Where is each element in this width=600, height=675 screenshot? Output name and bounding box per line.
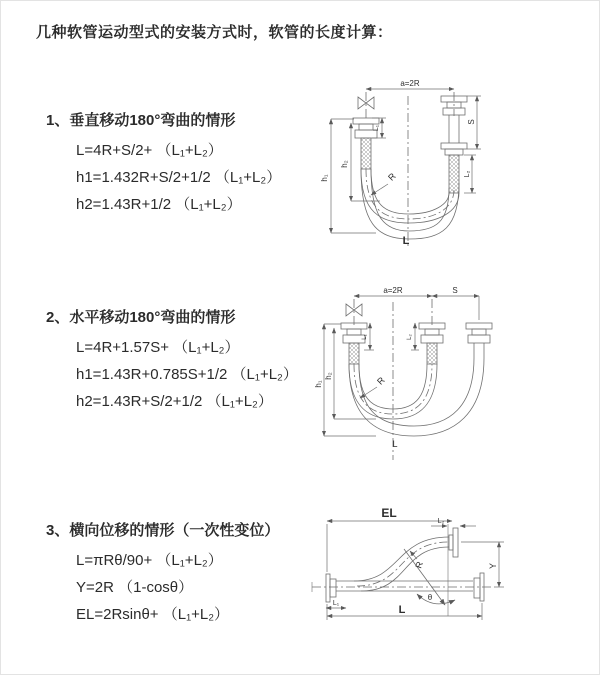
diagram-lateral-displacement: [299, 504, 596, 649]
d2-middle-fitting: [419, 323, 445, 364]
section-vertical-movement: [46, 109, 281, 218]
formula-s3-Y: Y=2R （1-cosθ）: [76, 579, 194, 596]
formula-s2-h2: h2=1.43R+S/2+1/2 （L₁+L₂）: [76, 393, 273, 410]
d2-dimensions: [324, 296, 479, 436]
diagram-vertical-180-bend: [314, 76, 591, 256]
d3-y-label: Y: [488, 562, 498, 570]
formula-s2-h1: h1=1.43R+0.785S+1/2 （L₁+L₂）: [76, 366, 298, 383]
formula-s3-L: L=πRθ/90+ （L₁+L₂）: [76, 552, 223, 569]
d2-h2-label: h₂: [324, 372, 333, 380]
d3-angle-arc: [417, 594, 455, 604]
d3-displaced-hose: [354, 537, 449, 591]
section-lateral-displacement: [46, 519, 279, 628]
d2-right-fitting: [466, 323, 492, 358]
d1-r-label: R: [386, 171, 398, 183]
d1-h2-label: h₂: [340, 160, 349, 168]
d2-span-label: a=2R: [383, 286, 403, 295]
formula-s2-L: L=4R+1.57S+ （L₁+L₂）: [76, 339, 240, 356]
formula-s1-L: L=4R+S/2+ （L₁+L₂）: [76, 142, 223, 159]
d1-hose-arcs: [361, 169, 459, 239]
d3-theta-label: θ: [427, 593, 433, 602]
formula-s3-EL: EL=2Rsinθ+ （L₁+L₂）: [76, 606, 230, 623]
d1-l-label: L: [402, 235, 410, 247]
d3-labels: [333, 506, 498, 616]
d3-r-label: R: [413, 560, 425, 570]
d2-labels: [314, 286, 458, 449]
d3-original-hose: [336, 581, 473, 591]
d2-s-label: S: [452, 286, 458, 295]
d3-dimensions: [326, 521, 504, 620]
diagram-horizontal-180-bend: [314, 284, 591, 469]
section-2-heading: 2、水平移动180°弯曲的情形: [46, 309, 236, 326]
d2-left-fitting: [341, 323, 367, 364]
d2-h1-label: h₁: [314, 380, 323, 388]
d3-l1-label: L₁: [332, 600, 340, 607]
formula-s1-h1: h1=1.432R+S/2+1/2 （L₁+L₂）: [76, 169, 282, 186]
d2-r-label: R: [375, 375, 387, 387]
d1-l2-label: L₂: [464, 170, 471, 178]
d2-l-label: L: [392, 439, 398, 449]
d1-h1-label: h₁: [320, 174, 329, 182]
d3-el-label: EL: [381, 506, 397, 520]
d1-s-label: S: [467, 119, 476, 125]
section-1-heading: 1、垂直移动180°弯曲的情形: [46, 112, 236, 129]
d2-hose-arcs: [349, 358, 484, 436]
d3-l-label: L: [398, 604, 406, 616]
d1-l1-label: L₁: [373, 124, 380, 132]
d3-left-flange: [326, 574, 336, 602]
d2-l2-label: L₂: [407, 334, 413, 340]
d3-upper-flange: [449, 528, 458, 557]
d3-l2-label: L₂: [437, 518, 445, 525]
d3-construction-diagonal: [404, 549, 445, 605]
d1-span-label: a=2R: [400, 79, 420, 88]
formula-s1-h2: h2=1.43R+1/2 （L₁+L₂）: [76, 196, 242, 213]
d1-drawing: [353, 92, 467, 248]
page-title: 几种软管运动型式的安装方式时，软管的长度计算：: [36, 24, 393, 41]
d3-drawing: [312, 524, 495, 616]
section-3-heading: 3、横向位移的情形（一次性变位）: [46, 522, 280, 539]
d2-l1-label: L₁: [362, 334, 368, 340]
section-horizontal-movement: [46, 306, 298, 415]
